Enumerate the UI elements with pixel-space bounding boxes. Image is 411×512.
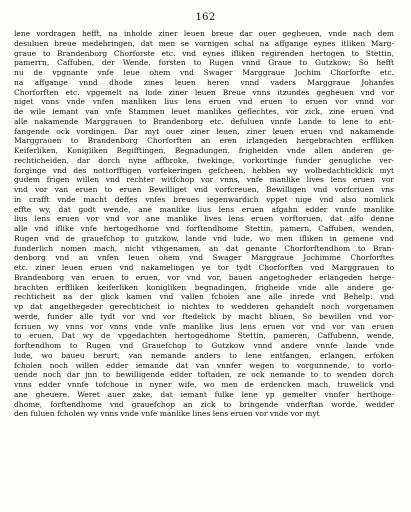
text-line: Keiferliken, Konigliken Begifftingen, Begnadungen, frigheiden vnde allen anderen ge- — [14, 146, 394, 155]
text-line: fangende ock vordingen. Dar myt ouer ziner leuen, ziner leuen eruen vnd nakamende — [14, 126, 394, 136]
text-line: Marggrauen to Brandenborg Chorforften an eren irlangeden hergebrachten erffliken — [14, 136, 394, 146]
text-line: Brandenborg van eruen to eruen, vor vnd vor, bauen angetogheder erlangeden herge- — [14, 272, 394, 282]
text-line: to eruen, Dat wy de vpgedachten hertogedhome Stettin, pameren, Caffubenn, wende, — [14, 331, 394, 341]
text-line: ane gheuere. Weret auer zake, dat iemant fulke lene yp gemelter vnnfer herthoge- — [14, 389, 394, 399]
text-line: forftendhom to Rugen vnd Grauefchop to Gutzkow vnnd andere vnnfe lande vnde — [14, 341, 394, 350]
text-line: niget vnns vnde vnfen manliken lius lens eruen vnd eruen to eruen vor vnnd vor — [14, 97, 394, 107]
text-line: lude, wo baueu berurt, van nemande anders to lene entfangen, erlangen, erfoken — [14, 350, 394, 360]
text-line: vp dat angethegeder gerechticheit io nichtes to wedderen gehandelt noch vorgenamen — [14, 302, 394, 311]
text-line: fcholen noch willen edder iemande dat van vnnfer wegen to vorgunnende, to vorlo- — [14, 360, 394, 370]
text-line: den fuluen fcholen wy vnns vnde vnfe manlike lines lens eruen vor vnde vor myt — [14, 409, 320, 419]
text-line: forginge vnd des nottorfftigen vorfekeringen gefcheen, hebben wy wolbedachticklick myt — [14, 165, 394, 175]
text-line: alle nakamende Marggrauen to Brandenborg etc. defuluen vnnfe Lande to lene to ent- — [14, 116, 394, 126]
page-number: 162 — [195, 12, 216, 23]
text-line: fcriuen wy vnns vor vnns vnde vnfe manlike lius lens eruen vor vnd vor van eruen — [14, 321, 394, 331]
text-line: lene vordragen hefft, na inholde ziner leuen breue dar ouer gegheuen, vnde nach dem — [14, 29, 394, 38]
text-line: pamerrn, Caffuben, der Wende, forsten to Rugen vnnd Graue to Gutzkow; So hefft — [14, 58, 394, 68]
text-line: vnd vor van eruen to eruen Bewilliget vnd vorfcreuen, Bewilligen vnd vorfcriuen vns — [14, 185, 394, 194]
text-line: alle vnd iflike vnfe hertogedhome vnd forftendhome Stettin, pamern, Caffuben, wenden, — [14, 224, 394, 233]
text-line: gudem frigen willen vnd rechter witfchop vor vnns, vnfe manlike lives lens eruen vor — [14, 175, 394, 185]
text-line: vnns edder vnnfe tofchoue in nyner wife, wo men de erdencken mach, truwelick vnd — [14, 380, 394, 389]
text-line: Rugen vnd de grauefchop to gutzkow, lande vnd lude, wo men ifliken in gemene vnd — [14, 233, 394, 243]
text-line: funderlich nomen mach, nicht vthgenamen, an dat genante Chorforftendhom to Bran- — [14, 243, 394, 253]
text-line: desuluen breue medebringen, dat men se vornigen schal na affgange eynes itliken Marg- — [14, 38, 394, 48]
text-line: effte wy, dat godt wende, ane manlike lius lens eruen afgahn edder vnnfe manlike — [14, 204, 394, 214]
text-line: werde, funder alle tydt vor vnd vor ftedelick by macht bliuen, So bewillen vnd vor- — [14, 311, 394, 321]
text-line: uende noch dar jnn to bewilligende edder toftaden, ze ock nemande to to wenden dorch — [14, 370, 394, 380]
text-line: nu de vpgnante vnfe leue ohem vnd Swager Marggraue Jochim Chorforfte etc. — [14, 68, 394, 77]
text-line: rechticheiden, dar dorch nyne affbroke, fwekinge, vorkortinge funder genugliche ver- — [14, 155, 394, 165]
text-line: Chorforften etc. vpgemelt na lude ziner leuen Breue vnns itzundes gegheuen vnd vor — [14, 87, 394, 97]
text-line: rechticheit na der glick kamen vnd vallen fcholen ane alle inrede vnd Behelp: vnd — [14, 292, 394, 302]
text-line: denborg vnd an vnfen leuen ohem vnd Swager Marggraue Jochimme Chorforftes — [14, 253, 394, 263]
text-line: graue to Brandenborg Chorforste etc. vnd eynes ifliken regirenden hertogen to Stettin, — [14, 48, 394, 58]
text-line: in crafft vnde macht deffes vnfes breues iegenwardich vppet nige vnd also nomlick — [14, 194, 394, 204]
text-line: lius lens eruen vor vnd vor ane manlike lives lens eruen vorftoruen, dat alfo denne — [14, 214, 394, 224]
body-text — [14, 29, 394, 419]
text-line: de wile iemant van vnfe Stammen leuet manlikes geflechtes, vor zick, zine eruen vnd — [14, 107, 394, 116]
text-line: dhome, forftendhome vnd grauefchop an zick to bringende vnderftan worde, wedder — [14, 399, 394, 409]
text-line: brachten erffliken keiferliken konigliken begnadingen, frigheide vnde alle andere ge- — [14, 282, 394, 292]
text-line: etc. ziner leuen eruen vnd nakamelingen ye tor tydt Chorforften vnd Marggrauen to — [14, 263, 394, 272]
text-line: na affgange vnnd dhode zines leuen heren vnnd vaders Marggraue Johanfes — [14, 77, 394, 87]
